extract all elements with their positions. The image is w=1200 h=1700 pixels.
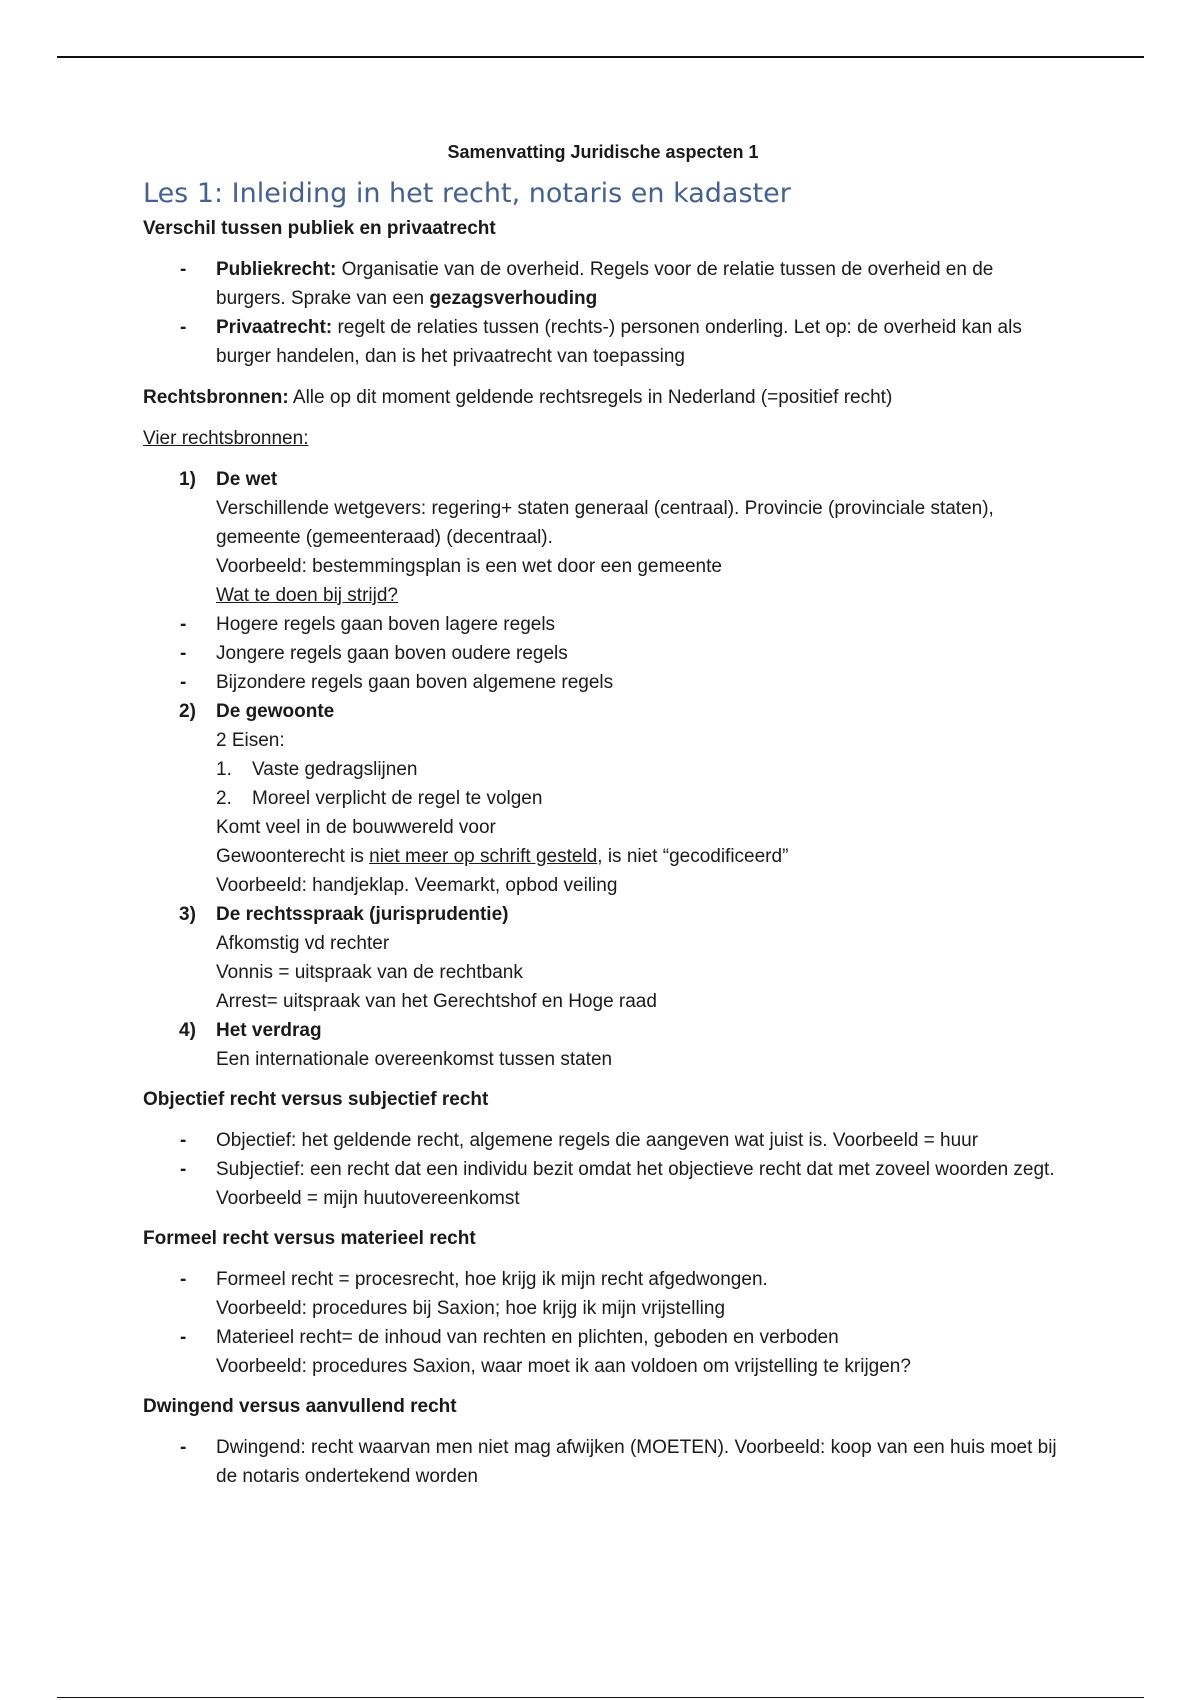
- section-heading-objectief: Objectief recht versus subjectief recht: [143, 1089, 489, 1110]
- source-wet: 1) De wet: [179, 469, 278, 490]
- list-item: - Bijzondere regels gaan boven algemene regels: [216, 668, 1063, 697]
- gewoonte-line-2: Gewoonterecht is niet meer op schrift gesteld, is niet “gecodificeerd”: [216, 846, 789, 867]
- list-item: - Objectief: het geldende recht, algemene regels die aangeven wat juist is. Voorbeeld = huur: [216, 1126, 1063, 1155]
- verdrag-line-1: Een internationale overeenkomst tussen staten: [216, 1049, 613, 1070]
- source-gewoonte: 2) De gewoonte: [179, 701, 335, 722]
- rechtspraak-line-2: Vonnis = uitspraak van de rechtbank: [216, 962, 523, 983]
- section-heading-dwingend: Dwingend versus aanvullend recht: [143, 1396, 457, 1417]
- wet-line-2: Voorbeeld: bestemmingsplan is een wet door een gemeente: [216, 556, 722, 577]
- wet-strijd: Wat te doen bij strijd?: [216, 585, 398, 606]
- gewoonte-eisen: 2 Eisen:: [216, 730, 285, 751]
- list-item: - Jongere regels gaan boven oudere regels: [216, 639, 1063, 668]
- list-item-publiekrecht: - Publiekrecht: Organisatie van de overheid. Regels voor de relatie tussen de overheid en de burgers. Sprake van een gezagsverhouding: [216, 255, 1063, 313]
- list-item: - Materieel recht= de inhoud van rechten en plichten, geboden en verboden Voorbeeld: procedures Saxion, waar moet ik aan voldoen om vrijstelling te krijgen?: [216, 1323, 1063, 1381]
- header-rule: [57, 56, 1144, 58]
- section-heading-formeel: Formeel recht versus materieel recht: [143, 1228, 476, 1249]
- dwingend-list: [143, 1433, 1063, 1491]
- lesson-heading: Les 1: Inleiding in het recht, notaris en kadaster: [143, 178, 791, 209]
- source-verdrag: 4) Het verdrag: [179, 1020, 322, 1041]
- objectief-list: [143, 1126, 1063, 1213]
- wet-rules-list: [143, 610, 1063, 697]
- wet-line-1: Verschillende wetgevers: regering+ staten generaal (centraal). Provincie (provinciale staten), gemeente (gemeenteraad) (decentraal).: [216, 498, 994, 548]
- rechtspraak-line-3: Arrest= uitspraak van het Gerechtshof en Hoge raad: [216, 991, 657, 1012]
- list-item: - Subjectief: een recht dat een individu bezit omdat het objectieve recht dat met zoveel woorden zegt. Voorbeeld = mijn huutovereenkomst: [216, 1155, 1063, 1213]
- gewoonte-eis-2: 2. Moreel verplicht de regel te volgen: [216, 788, 543, 809]
- formeel-list: [143, 1265, 1063, 1381]
- list-item-privaatrecht: - Privaatrecht: regelt de relaties tussen (rechts-) personen onderling. Let op: de overheid kan als burger handelen, dan is het privaatrecht van toepassing: [216, 313, 1063, 371]
- publiek-privaat-list: [143, 255, 1063, 371]
- rechtspraak-line-1: Afkomstig vd rechter: [216, 933, 390, 954]
- list-item: - Dwingend: recht waarvan men niet mag afwijken (MOETEN). Voorbeeld: koop van een huis moet bij de notaris ondertekend worden: [216, 1433, 1063, 1491]
- gewoonte-line-3: Voorbeeld: handjeklap. Veemarkt, opbod veiling: [216, 875, 618, 896]
- document-body: [143, 142, 1063, 1503]
- gewoonte-line-1: Komt veel in de bouwwereld voor: [216, 817, 496, 838]
- source-rechtspraak: 3) De rechtsspraak (jurisprudentie): [179, 904, 509, 925]
- footer-rule: [57, 1697, 1144, 1698]
- list-item: - Formeel recht = procesrecht, hoe krijg ik mijn recht afgedwongen. Voorbeeld: procedures bij Saxion; hoe krijg ik mijn vrijstelling: [216, 1265, 1063, 1323]
- list-item: - Hogere regels gaan boven lagere regels: [216, 610, 1063, 639]
- rechtsbronnen-paragraph: Rechtsbronnen: Alle op dit moment geldende rechtsregels in Nederland (=positief recht): [143, 387, 893, 408]
- section-heading-publiek-privaat: Verschil tussen publiek en privaatrecht: [143, 218, 496, 239]
- vier-rechtsbronnen-label: Vier rechtsbronnen:: [143, 428, 309, 449]
- document-title: Samenvatting Juridische aspecten 1: [447, 142, 759, 162]
- gewoonte-eis-1: 1. Vaste gedragslijnen: [216, 759, 418, 780]
